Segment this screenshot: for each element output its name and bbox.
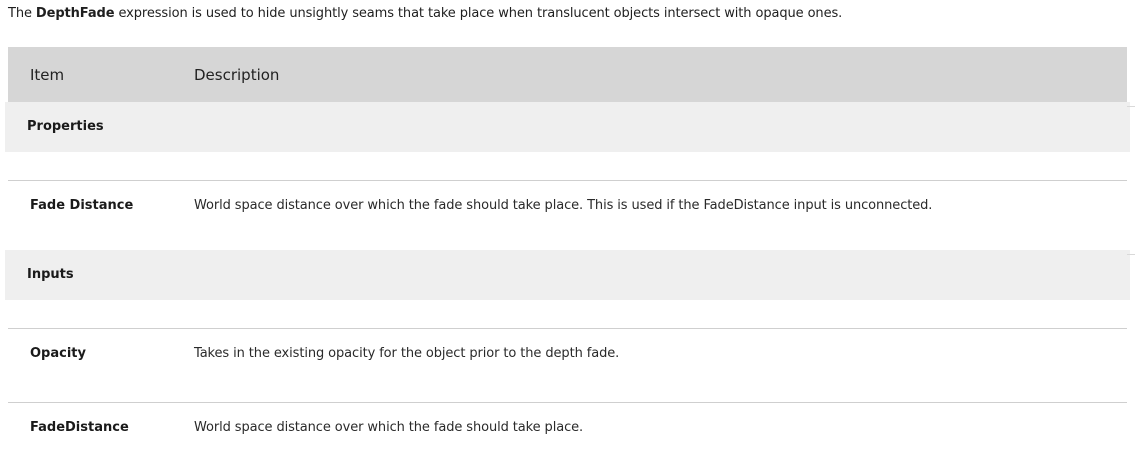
row-item: Opacity bbox=[30, 346, 86, 361]
edge-tick bbox=[1127, 106, 1135, 107]
section-title: Properties bbox=[27, 119, 104, 134]
row-description: Takes in the existing opacity for the object prior to the depth fade. bbox=[194, 346, 620, 361]
row-divider bbox=[8, 402, 1127, 403]
intro-suffix: expression is used to hide unsightly seams that take place when translucent objects intersect with opaque ones. bbox=[114, 6, 843, 21]
section-title: Inputs bbox=[27, 267, 74, 282]
header-item: Item bbox=[30, 66, 65, 84]
edge-tick bbox=[1127, 254, 1135, 255]
intro-paragraph bbox=[8, 5, 842, 23]
intro-prefix: The bbox=[8, 6, 36, 21]
row-divider bbox=[8, 328, 1127, 329]
section-inputs bbox=[5, 250, 1130, 300]
row-item: FadeDistance bbox=[30, 420, 129, 435]
table-row bbox=[8, 419, 1127, 437]
intro-term: DepthFade bbox=[35, 6, 115, 21]
section-properties bbox=[5, 102, 1130, 152]
row-divider bbox=[8, 180, 1127, 181]
row-description: World space distance over which the fade should take place. This is used if the FadeDistance input is unconnected. bbox=[194, 198, 933, 213]
header-description: Description bbox=[194, 66, 280, 84]
table-row bbox=[8, 197, 1127, 215]
table-header bbox=[8, 47, 1127, 102]
row-description: World space distance over which the fade should take place. bbox=[194, 420, 584, 435]
table-row bbox=[8, 345, 1127, 363]
row-item: Fade Distance bbox=[30, 198, 134, 213]
